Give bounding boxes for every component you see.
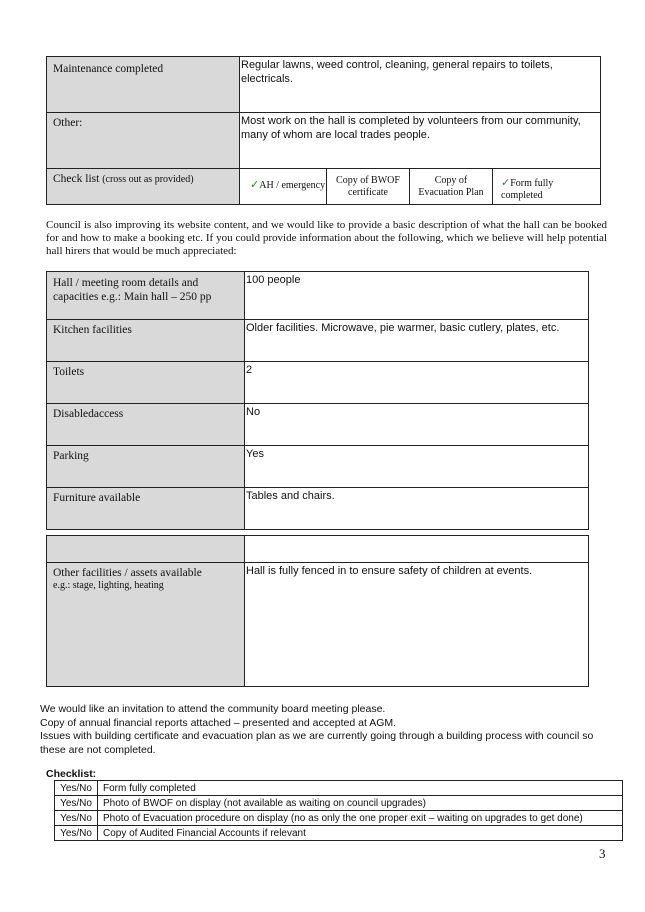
- parking-label: Parking: [53, 450, 89, 462]
- checklist-item-form: [493, 169, 601, 205]
- other-facilities-value-cell: [245, 563, 589, 687]
- capacity-label-cell: [47, 272, 245, 320]
- checklist-row: [55, 796, 623, 811]
- checklist-answer: Yes/No: [55, 781, 98, 796]
- disabled-access-value: No: [246, 406, 261, 418]
- other-label-cell: [47, 113, 240, 169]
- checklist-item-evacuation: [410, 169, 493, 205]
- checklist-answer: Yes/No: [55, 811, 98, 826]
- checklist-row: [55, 781, 623, 796]
- furniture-label-cell: [47, 488, 245, 530]
- toilets-label-cell: [47, 362, 245, 404]
- checklist-item: Form fully completed: [98, 781, 623, 796]
- page-number: 3: [599, 846, 606, 861]
- other-facilities-blank-label: [47, 536, 245, 563]
- other-value-cell: [240, 113, 601, 169]
- other-facilities-blank-value: [245, 536, 589, 563]
- checklist-item: Photo of Evacuation procedure on display (no as only the one proper exit – waiting on upgrades to get done): [98, 811, 623, 826]
- checklist-row: [55, 811, 623, 826]
- other-facilities-value: Hall is fully fenced in to ensure safety of children at events.: [246, 565, 533, 577]
- parking-label-cell: [47, 446, 245, 488]
- furniture-value: Tables and chairs.: [246, 490, 335, 502]
- kitchen-label-cell: [47, 320, 245, 362]
- other-facilities-note: e.g.: stage, lighting, heating: [53, 580, 164, 591]
- maintenance-label-cell: [47, 57, 240, 113]
- checklist-item-ah-text: AH / emergency: [259, 180, 326, 191]
- checklist-label-wrap: [47, 169, 239, 190]
- maintenance-value-cell: [240, 57, 601, 113]
- checklist-item-evacuation-text: Copy of Evacuation Plan: [418, 175, 484, 198]
- capacity-value: 100 people: [246, 274, 301, 286]
- parking-value-cell: [245, 446, 589, 488]
- other-label: Other:: [53, 117, 83, 129]
- checklist-heading: Checklist:: [46, 768, 97, 780]
- checkmark-icon: ✓: [501, 176, 511, 189]
- checklist-item-bwof: [327, 169, 410, 205]
- toilets-value-cell: [245, 362, 589, 404]
- disabled-access-label: Disabledaccess: [53, 408, 124, 420]
- maintenance-table: [46, 56, 601, 205]
- toilets-label: Toilets: [53, 366, 85, 378]
- checklist-item: Photo of BWOF on display (not available as waiting on council upgrades): [98, 796, 623, 811]
- intro-paragraph: Council is also improving its website content, and we would like to provide a basic description of what the hall can be booked for and how to make a booking etc. If you could provide information about the following, which we believe will help potential hall hirers that would be much appreciated:: [46, 219, 607, 257]
- note-invitation: We would like an invitation to attend the community board meeting please.: [40, 703, 386, 715]
- other-facilities-table: [46, 535, 589, 687]
- other-facilities-label: Other facilities / assets available: [53, 567, 202, 579]
- furniture-value-cell: [245, 488, 589, 530]
- kitchen-value: Older facilities. Microwave, pie warmer, basic cutlery, plates, etc.: [246, 322, 560, 334]
- facilities-table: [46, 271, 589, 530]
- parking-value: Yes: [246, 448, 264, 460]
- other-facilities-label-cell: [47, 563, 245, 687]
- checklist-item: Copy of Audited Financial Accounts if relevant: [98, 826, 623, 841]
- note-financial-reports: Copy of annual financial reports attached – presented and accepted at AGM.: [40, 716, 397, 729]
- note-building-issues: Issues with building certificate and evacuation plan as we are currently going through a building process with council so these are not completed.: [40, 730, 594, 756]
- maintenance-label: Maintenance completed: [53, 63, 164, 75]
- checklist-note: (cross out as provided): [102, 174, 194, 185]
- other-value: Most work on the hall is completed by volunteers from our community, many of whom are local trades people.: [241, 115, 581, 141]
- kitchen-label: Kitchen facilities: [53, 324, 132, 336]
- checklist-answer: Yes/No: [55, 796, 98, 811]
- capacity-label: Hall / meeting room details and capacities e.g.: Main hall – 250 pp: [53, 277, 212, 303]
- checklist-item-bwof-text: Copy of BWOF certificate: [336, 175, 400, 198]
- checklist-item-ah: [240, 169, 327, 205]
- checkmark-icon: ✓: [250, 178, 260, 191]
- toilets-value: 2: [246, 364, 253, 376]
- checklist-label: Check list: [53, 173, 100, 185]
- furniture-label: Furniture available: [53, 492, 141, 504]
- checklist-item-form-text: Form fully completed: [501, 178, 554, 201]
- disabled-access-label-cell: [47, 404, 245, 446]
- kitchen-value-cell: [245, 320, 589, 362]
- maintenance-value: Regular lawns, weed control, cleaning, general repairs to toilets, electricals.: [241, 59, 553, 85]
- checklist-table: [54, 780, 623, 841]
- capacity-value-cell: [245, 272, 589, 320]
- checklist-answer: Yes/No: [55, 826, 98, 841]
- disabled-access-value-cell: [245, 404, 589, 446]
- notes-block: [40, 703, 612, 757]
- checklist-label-cell: [47, 169, 240, 205]
- checklist-row: [55, 826, 623, 841]
